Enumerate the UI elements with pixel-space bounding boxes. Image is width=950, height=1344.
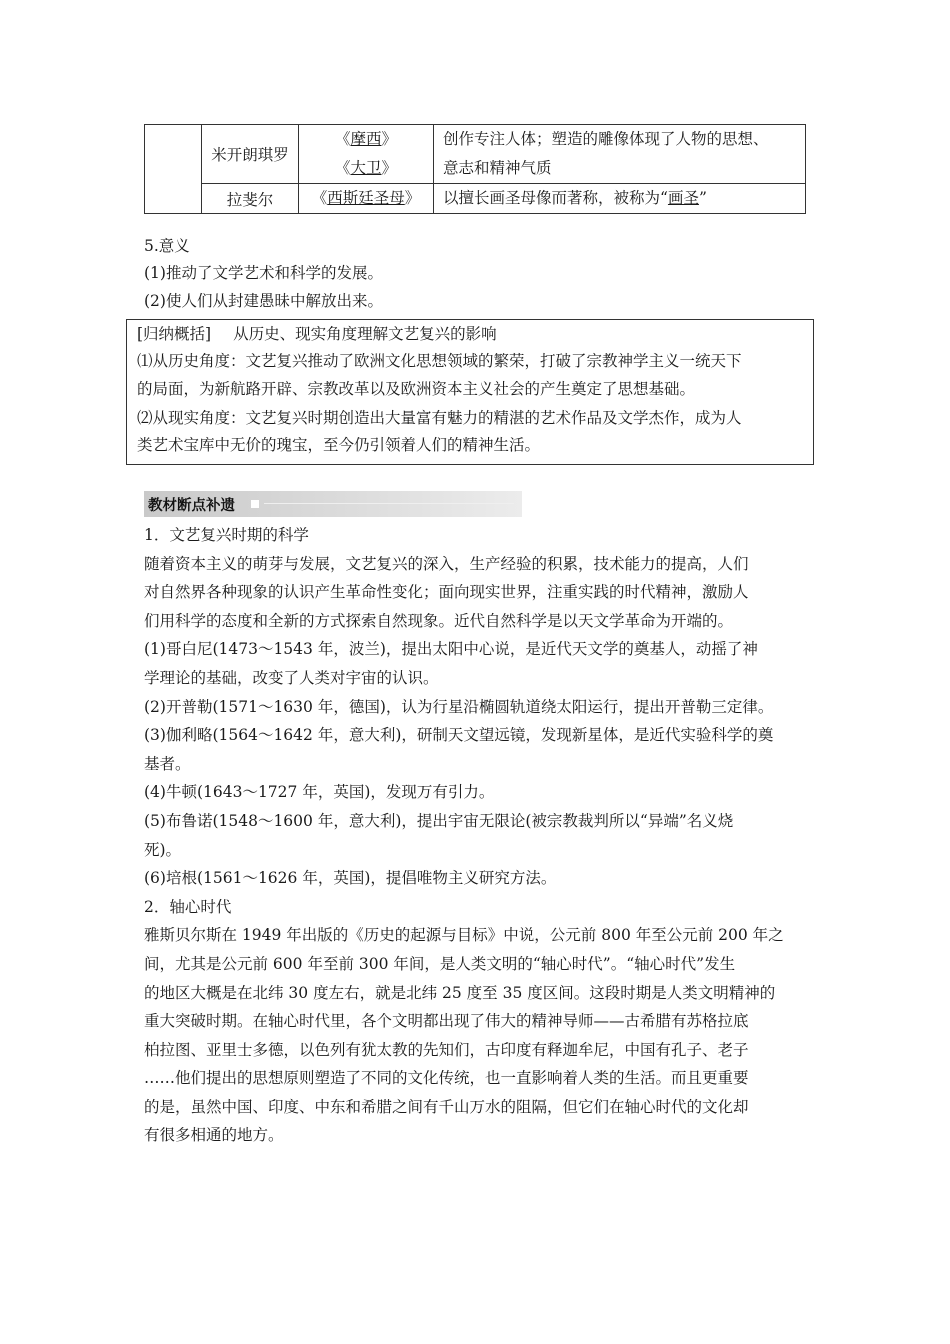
text-line: 2．轴心时代	[144, 897, 232, 916]
artist-cell: 米开朗琪罗	[202, 125, 299, 184]
description-line: 创作专注人体；塑造的雕像体现了人物的思想、	[443, 130, 769, 148]
artist-cell: 拉斐尔	[202, 184, 299, 214]
text-line: 基者。	[144, 754, 191, 773]
summary-line: ⑵从现实角度：文艺复兴时期创造出大量富有魅力的精湛的艺术作品及文学杰作，成为人	[137, 409, 742, 427]
works-cell	[299, 184, 434, 214]
significance-item: (2)使人们从封建愚昧中解放出来。	[144, 292, 383, 310]
text-line: (1)哥白尼(1473～1543 年，波兰)，提出太阳中心说，是近代天文学的奠基人，动摇了神	[144, 640, 758, 659]
square-bullet-icon	[251, 500, 259, 508]
significance-item: (1)推动了文学艺术和科学的发展。	[144, 264, 383, 282]
description-text: ”	[698, 189, 707, 207]
table-row	[145, 125, 806, 184]
description-text: 以擅长画圣母像而著称，被称为“	[443, 189, 668, 207]
text-line: 重大突破时期。在轴心时代里，各个文明都出现了伟大的精神导师——古希腊有苏格拉底	[144, 1012, 749, 1031]
section-body	[144, 521, 809, 1150]
text-line: (6)培根(1561～1626 年，英国)，提倡唯物主义研究方法。	[144, 869, 557, 888]
emphasis-term: 画圣	[667, 189, 699, 207]
table-blank-cell	[145, 125, 202, 214]
works-cell	[299, 125, 434, 184]
text-line: 随着资本主义的萌芽与发展，文艺复兴的深入，生产经验的积累，技术能力的提高，人们	[144, 554, 749, 573]
text-line: (2)开普勒(1571～1630 年，德国)，认为行星沿椭圆轨道绕太阳运行，提出开普勒三定律。	[144, 697, 774, 716]
work-title: 《大卫》	[334, 159, 398, 177]
divider	[264, 503, 514, 504]
description-line: 意志和精神气质	[443, 159, 552, 177]
summary-box	[126, 319, 814, 465]
summary-line: 类艺术宝库中无价的瑰宝，至今仍引领着人们的精神生活。	[137, 436, 541, 454]
summary-tag: [归纳概括]	[137, 325, 212, 343]
text-line: 1．文艺复兴时期的科学	[144, 526, 309, 544]
section-title: 教材断点补遗	[148, 498, 235, 514]
summary-title: 从历史、现实角度理解文艺复兴的影响	[233, 325, 497, 343]
work-title: 《摩西》	[334, 130, 398, 148]
significance-heading: 5.意义	[144, 237, 190, 255]
work-title: 《西斯廷圣母》	[311, 189, 421, 207]
artists-table	[144, 124, 806, 214]
text-line: 对自然界各种现象的认识产生革命性变化；面向现实世界，注重实践的时代精神，激励人	[144, 583, 749, 602]
section-title-bar	[144, 491, 522, 517]
text-line: 间，尤其是公元前 600 年至前 300 年间，是人类文明的“轴心时代”。“轴心时代”发生	[144, 954, 736, 973]
text-line: (5)布鲁诺(1548～1600 年，意大利)，提出宇宙无限论(被宗教裁判所以“异端”名义烧	[144, 811, 734, 830]
text-line: 的是，虽然中国、印度、中东和希腊之间有千山万水的阻隔，但它们在轴心时代的文化却	[144, 1097, 749, 1116]
table-row	[145, 184, 806, 214]
text-line: ……他们提出的思想原则塑造了不同的文化传统，也一直影响着人类的生活。而且更重要	[144, 1069, 749, 1088]
text-line: 的地区大概是在北纬 30 度左右，就是北纬 25 度至 35 度区间。这段时期是人类文明精神的	[144, 983, 776, 1002]
text-line: 们用科学的态度和全新的方式探索自然现象。近代自然科学是以天文学革命为开端的。	[144, 611, 734, 630]
text-line: (4)牛顿(1643～1727 年，英国)，发现万有引力。	[144, 783, 495, 802]
summary-header	[137, 322, 497, 344]
text-line: (3)伽利略(1564～1642 年，意大利)，研制天文望远镜，发现新星体，是近代实验科学的奠	[144, 726, 774, 745]
text-line: 学理论的基础，改变了人类对宇宙的认识。	[144, 668, 439, 687]
text-line: 柏拉图、亚里士多德，以色列有犹太教的先知们，古印度有释迦牟尼，中国有孔子、老子	[144, 1040, 749, 1059]
description-cell	[434, 125, 806, 184]
text-line: 有很多相通的地方。	[144, 1126, 284, 1145]
summary-line: ⑴从历史角度：文艺复兴推动了欧洲文化思想领域的繁荣，打破了宗教神学主义一统天下	[137, 352, 742, 370]
text-line: 雅斯贝尔斯在 1949 年出版的《历史的起源与目标》中说，公元前 800 年至公元前 200 年之	[144, 926, 784, 945]
text-line: 死)。	[144, 840, 182, 859]
description-cell	[434, 184, 806, 214]
summary-line: 的局面，为新航路开辟、宗教改革以及欧洲资本主义社会的产生奠定了思想基础。	[137, 380, 696, 398]
